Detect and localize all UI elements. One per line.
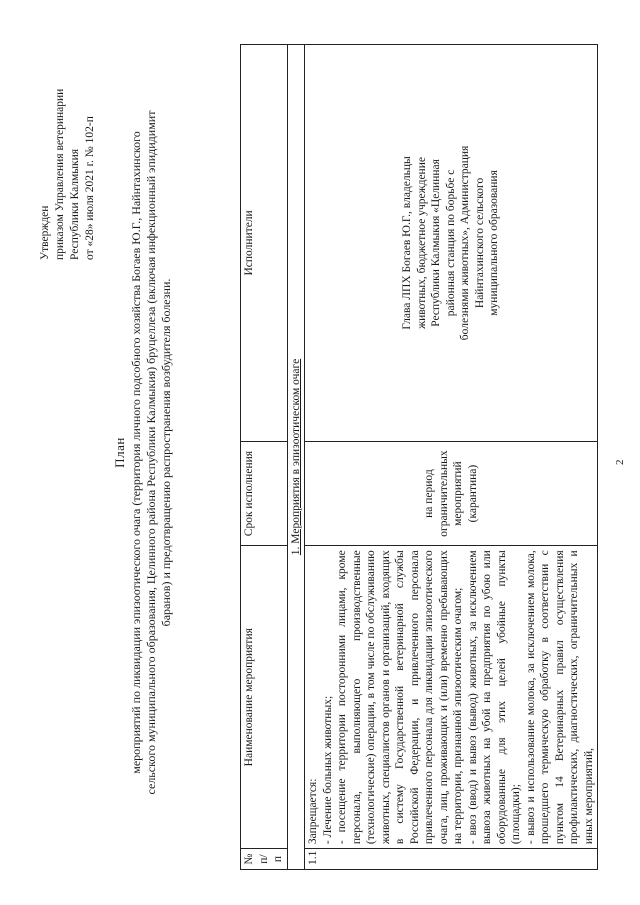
page-number: 2 xyxy=(614,459,626,465)
measure-line: - ввоз (ввод) и вывоз (вывод) животных, за исключением вывоза животных на убой на предприятия по убою или оборудованные для этих целей убойные пункты (площадки); xyxy=(466,550,522,845)
executor-line: муниципального образования xyxy=(488,170,501,316)
executor-line: районная станция по борьбе с xyxy=(444,169,457,317)
executor-line: Глава ЛПХ Богаев Ю.Г., владельцы xyxy=(401,156,414,330)
header-num: № п/п xyxy=(241,849,288,870)
approval-stamp xyxy=(38,10,98,260)
executor-line: болезнями животных», Администрация xyxy=(459,145,472,341)
row-number: 1.1 xyxy=(305,849,598,870)
term-line: ограничительных xyxy=(437,450,450,537)
table-header-row xyxy=(241,45,288,870)
plan-title: План xyxy=(112,437,127,468)
header-executors: Исполнители xyxy=(241,45,288,442)
header-term: Срок исполнения xyxy=(241,441,288,545)
approval-line: Утвержден xyxy=(39,205,51,260)
header-name: Наименование мероприятия xyxy=(241,546,288,849)
measure-line: - вывоз и использование молока, за исключением молока, прошедшего термическую обработку в соответствии с пунктом 14 Ветеринарных правил осуществления профилактических, диагностических, ограничительных и иных мероприятий, xyxy=(524,550,595,845)
approval-line: от «28» июля 2021 г. № 102-п xyxy=(84,116,96,260)
term-cell xyxy=(305,441,598,545)
section-row xyxy=(287,45,305,870)
measure-line: - Лечение больных животных; xyxy=(321,695,334,845)
document-heading xyxy=(112,40,174,865)
executors-cell xyxy=(305,45,598,442)
measure-line: - посещение территории посторонними лицами, кроме персонала, выполняющего производственные (технологические) операции, в том числе по обслуживанию животных, специалистов органов и организаций, входящих в систему Государственной ветеринарной службы Российской Федерации, и привлеченного персонала привлеченного персонала для ликвидации эпизоотического очага, лиц, проживающих и (или) временно пребывающих на территории, признанной эпизоотическим очагом; xyxy=(336,550,464,845)
term-line: (карантина) xyxy=(466,464,479,523)
measures-table xyxy=(240,44,598,870)
heading-line: мероприятий по ликвидации эпизоотического очага (территория личного подсобного хозяйства Богаев Ю.Г., Найнтахинского xyxy=(129,131,143,774)
executor-line: животных, бюджетное учреждение xyxy=(415,157,428,329)
heading-line: сельского муниципального образования, Целинного района Республики Калмыкия) бруцеллеза (включая инфекционный эпидидимит xyxy=(144,110,158,795)
section-title: 1. Мероприятия в эпизоотическом очаге xyxy=(287,45,305,870)
executor-line: Найнтахинского сельского xyxy=(473,177,486,309)
executor-line: Республики Калмыкия «Целинная xyxy=(430,159,443,327)
term-line: на период xyxy=(423,469,435,518)
table-row xyxy=(305,45,598,870)
measure-line: Запрещается: xyxy=(307,778,319,845)
term-line: мероприятий xyxy=(452,461,464,526)
approval-line: приказом Управления ветеринарии xyxy=(54,88,66,260)
measure-description xyxy=(305,546,598,849)
heading-line: баранов) и предотвращению распространения возбудителя болезни. xyxy=(159,278,173,627)
approval-line: Республики Калмыкия xyxy=(69,148,81,260)
